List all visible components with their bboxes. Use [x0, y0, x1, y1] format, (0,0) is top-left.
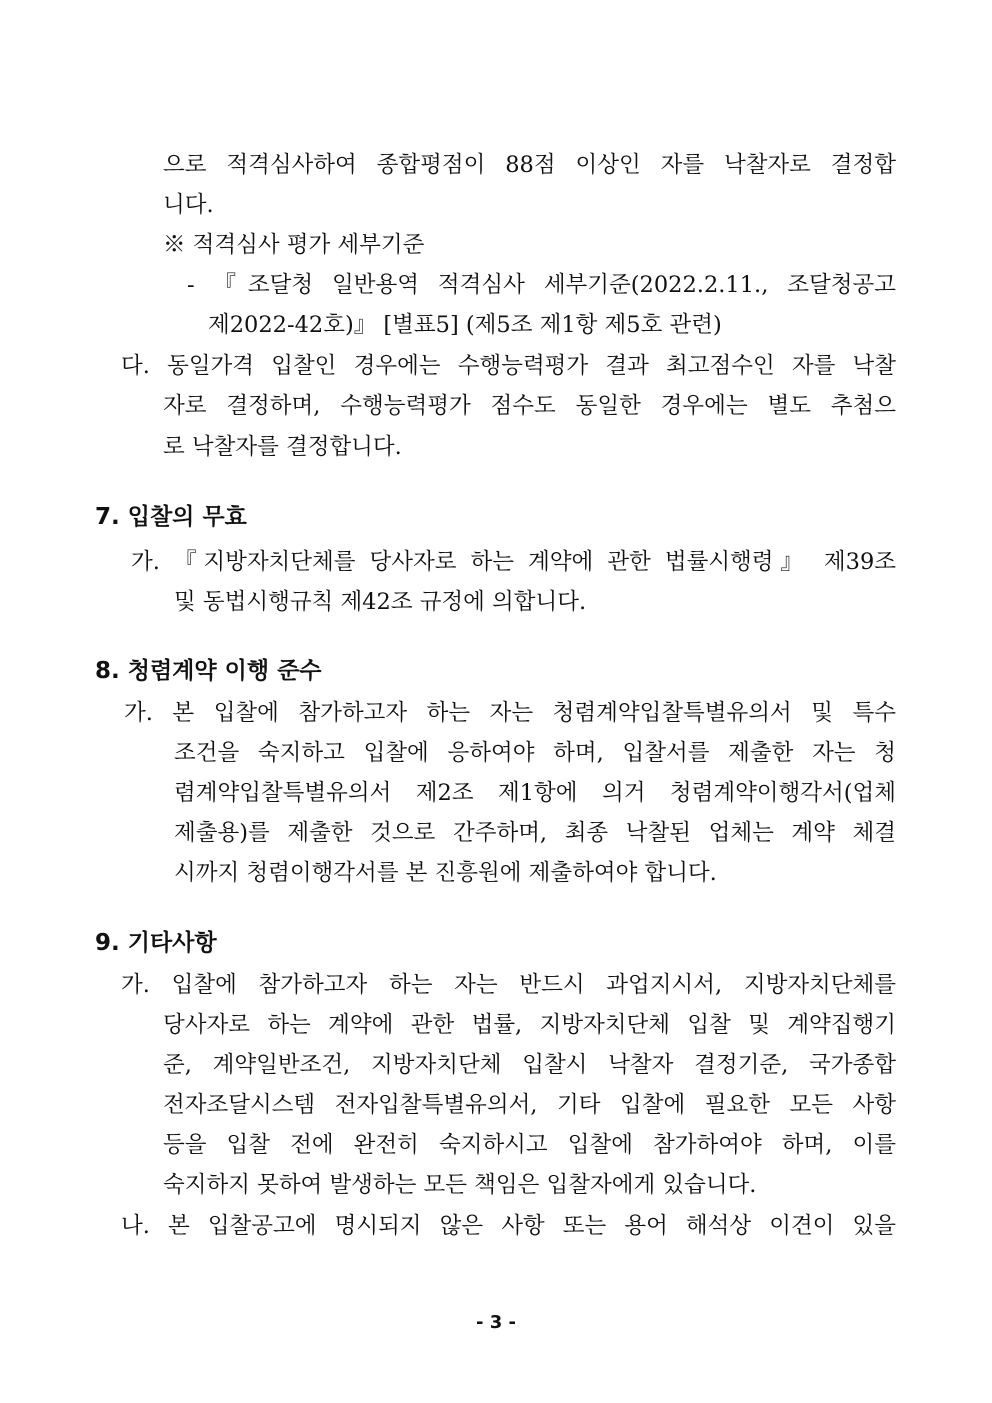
criteria-reference: - 『조달청 일반용역 적격심사 세부기준(2022.2.11., 조달청공고 — [187, 272, 896, 298]
list-item-na: 나. 본 입찰공고에 명시되지 않은 사항 또는 용어 해석상 이견이 있을 — [121, 1213, 896, 1239]
list-item-ga-cont: 당사자로 하는 계약에 관한 법률, 지방자치단체 입찰 및 계약집행기 — [163, 1012, 896, 1038]
list-item-ga-cont: 렴계약입찰특별유의서 제2조 제1항에 의거 청렴계약이행각서(업체 — [174, 780, 896, 806]
page-number: - 3 - — [476, 1312, 516, 1333]
list-item-ga-cont: 전자조달시스템 전자입찰특별유의서, 기타 입찰에 필요한 모든 사항 — [163, 1092, 896, 1118]
list-item-ga-cont: 숙지하지 못하여 발생하는 모든 책임은 입찰자에게 있습니다. — [163, 1172, 757, 1198]
list-item-ga-cont: 및 동법시행규칙 제42조 규정에 의합니다. — [174, 589, 587, 615]
criteria-note: ※ 적격심사 평가 세부기준 — [163, 232, 425, 258]
section-heading-integrity-contract: 8. 청렴계약 이행 준수 — [95, 658, 322, 684]
list-item-da-cont: 자로 결정하며, 수행능력평가 점수도 동일한 경우에는 별도 추첨으 — [163, 393, 896, 419]
list-item-ga-cont: 조건을 숙지하고 입찰에 응하여야 하며, 입찰서를 제출한 자는 청 — [174, 740, 896, 766]
list-item-ga: 가. 본 입찰에 참가하고자 하는 자는 청렴계약입찰특별유의서 및 특수 — [124, 700, 896, 726]
list-item-ga-cont: 시까지 청렴이행각서를 본 진흥원에 제출하여야 합니다. — [174, 860, 717, 886]
body-line: 으로 적격심사하여 종합평점이 88점 이상인 자를 낙찰자로 결정합 — [163, 152, 896, 178]
section-heading-invalid-bid: 7. 입찰의 무효 — [95, 504, 247, 530]
section-heading-other-matters: 9. 기타사항 — [95, 930, 217, 956]
list-item-da: 다. 동일가격 입찰인 경우에는 수행능력평가 결과 최고점수인 자를 낙찰 — [121, 353, 896, 379]
list-item-ga-cont: 제출용)를 제출한 것으로 간주하며, 최종 낙찰된 업체는 계약 체결 — [174, 820, 896, 846]
criteria-reference-cont: 제2022-42호)』 [별표5] (제5조 제1항 제5호 관련) — [208, 312, 722, 338]
list-item-ga: 가. 입찰에 참가하고자 하는 자는 반드시 과업지시서, 지방자치단체를 — [121, 972, 896, 998]
list-item-ga-cont: 등을 입찰 전에 완전히 숙지하시고 입찰에 참가하여야 하며, 이를 — [163, 1132, 896, 1158]
list-item-ga: 가. 『지방자치단체를 당사자로 하는 계약에 관한 법률시행령』 제39조 — [131, 549, 896, 575]
list-item-da-cont: 로 낙찰자를 결정합니다. — [163, 434, 402, 460]
body-line: 니다. — [163, 192, 214, 218]
list-item-ga-cont: 준, 계약일반조건, 지방자치단체 입찰시 낙찰자 결정기준, 국가종합 — [163, 1052, 896, 1078]
